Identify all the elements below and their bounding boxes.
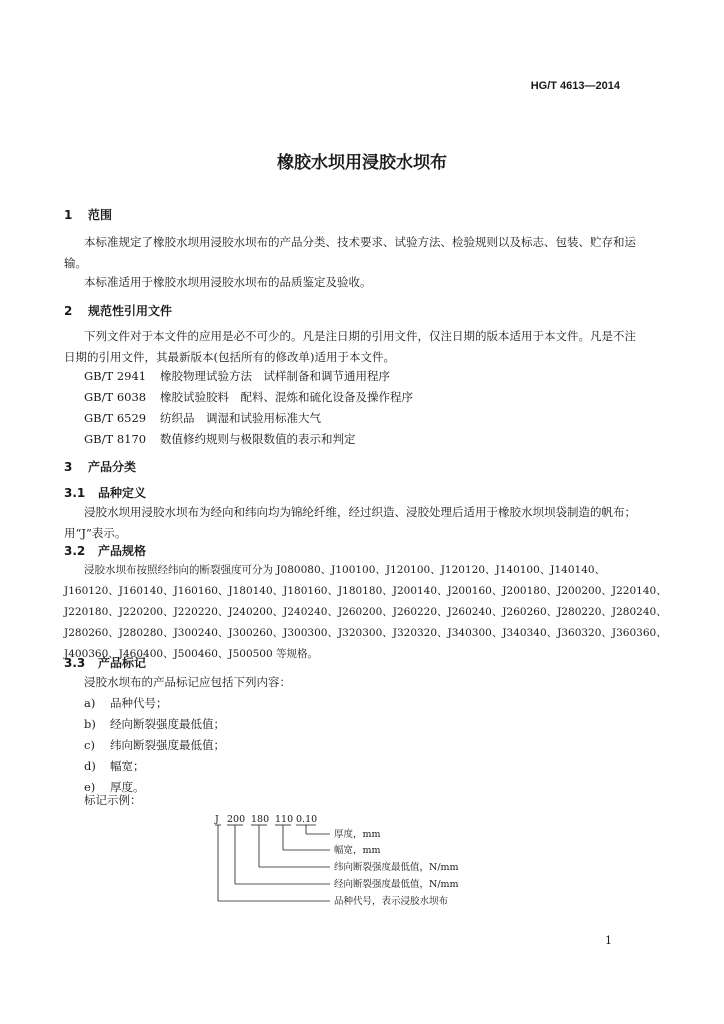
reference-item: [84, 429, 356, 450]
marking-diagram-svg: [200, 812, 520, 912]
list-label: c): [84, 738, 95, 752]
label-thickness: 厚度，mm: [334, 829, 381, 840]
section-number: 3.1: [64, 486, 86, 500]
list-label: e): [84, 780, 96, 794]
section-title: 规范性引用文件: [88, 304, 173, 318]
section-3-1-paragraph: 浸胶水坝用浸胶水坝布为经向和纬向均为锦纶纤维，经过织造、浸胶处理后适用于橡胶水坝坝袋制造的帆布；用“J”表示。: [64, 505, 636, 540]
reference-item: [84, 408, 321, 429]
section-number: 3: [64, 460, 73, 474]
section-title: 产品分类: [88, 460, 137, 474]
code-width: 110: [275, 814, 294, 825]
reference-code: GB/T 6038: [84, 390, 147, 404]
spec-line: 浸胶水坝布按照经纬向的断裂强度可分为 J080080、J100100、J120100、J120120、J140100、J140140、: [84, 564, 606, 576]
reference-title: 数值修约规则与极限数值的表示和判定: [160, 432, 356, 446]
list-item: [84, 756, 145, 777]
list-label: a): [84, 696, 96, 710]
code-type: J: [215, 814, 219, 825]
page-number: 1: [605, 934, 612, 947]
list-label: d): [84, 759, 96, 773]
code-weft: 180: [251, 814, 270, 825]
label-warp-strength: 经向断裂强度最低值，N/mm: [334, 879, 459, 890]
page-title: 橡胶水坝用浸胶水坝布: [277, 153, 447, 173]
section-title: 产品标记: [98, 656, 147, 670]
section-1-paragraph-2: 本标准适用于橡胶水坝用浸胶水坝布的品质鉴定及验收。: [84, 275, 372, 289]
list-item: [84, 693, 168, 714]
section-2-heading: [64, 302, 172, 319]
section-title: 范围: [88, 208, 113, 222]
list-item: [84, 735, 225, 756]
section-2-paragraph-1: 下列文件对于本文件的应用是必不可少的。凡是注日期的引用文件，仅注日期的版本适用于本文件。凡是不注日期的引用文件，其最新版本(包括所有的修改单)适用于本文件。: [64, 329, 636, 364]
standard-code: HG/T 4613—2014: [530, 80, 620, 92]
reference-item: [84, 387, 413, 408]
section-1-heading: [64, 206, 112, 223]
section-number: 3.2: [64, 544, 86, 558]
reference-item: [84, 366, 390, 387]
label-type-code: 品种代号，表示浸胶水坝布: [334, 896, 449, 907]
list-text: 厚度。: [110, 780, 145, 794]
section-1-paragraph-1: 本标准规定了橡胶水坝用浸胶水坝布的产品分类、技术要求、试验方法、检验规则以及标志、包装、贮存和运输。: [64, 235, 636, 270]
list-text: 幅宽；: [110, 759, 145, 773]
section-3-3-heading: [64, 654, 146, 671]
section-title: 产品规格: [98, 544, 147, 558]
spec-line: J400360、J460400、J500460、J500500 等规格。: [64, 648, 319, 660]
reference-title: 纺织品 调湿和试验用标准大气: [160, 411, 321, 425]
list-label: b): [84, 717, 96, 731]
section-number: 1: [64, 208, 73, 222]
reference-code: GB/T 2941: [84, 369, 147, 383]
label-weft-strength: 纬向断裂强度最低值，N/mm: [334, 862, 459, 873]
marking-example-diagram: [200, 812, 520, 912]
reference-title: 橡胶试验胶料 配料、混炼和硫化设备及操作程序: [160, 390, 413, 404]
example-label: 标记示例：: [84, 793, 142, 807]
label-width: 幅宽，mm: [334, 845, 381, 856]
reference-title: 橡胶物理试验方法 试样制备和调节通用程序: [160, 369, 390, 383]
list-text: 经向断裂强度最低值；: [110, 717, 225, 731]
list-text: 纬向断裂强度最低值；: [110, 738, 225, 752]
list-item: [84, 714, 225, 735]
reference-code: GB/T 6529: [84, 411, 147, 425]
code-warp: 200: [227, 814, 246, 825]
spec-line: J280260、J280280、J300240、J300260、J300300、J320300、J320320、J340300、J340340、J360320、J360360、: [64, 627, 667, 639]
section-3-3-intro: 浸胶水坝布的产品标记应包括下列内容：: [84, 675, 291, 689]
section-3-2-heading: [64, 542, 146, 559]
spec-line: J160120、J160140、J160160、J180140、J180160、J180180、J200140、J200160、J200180、J200200、J220140、: [64, 585, 667, 597]
section-title: 品种定义: [98, 486, 147, 500]
reference-code: GB/T 8170: [84, 432, 147, 446]
section-3-1-heading: [64, 484, 146, 501]
list-text: 品种代号；: [110, 696, 168, 710]
spec-line: J220180、J220200、J220220、J240200、J240240、J260200、J260220、J260240、J260260、J280220、J280240、: [64, 606, 667, 618]
section-number: 2: [64, 304, 73, 318]
section-3-heading: [64, 458, 136, 475]
section-number: 3.3: [64, 656, 86, 670]
code-thickness: 0.10: [296, 814, 318, 825]
